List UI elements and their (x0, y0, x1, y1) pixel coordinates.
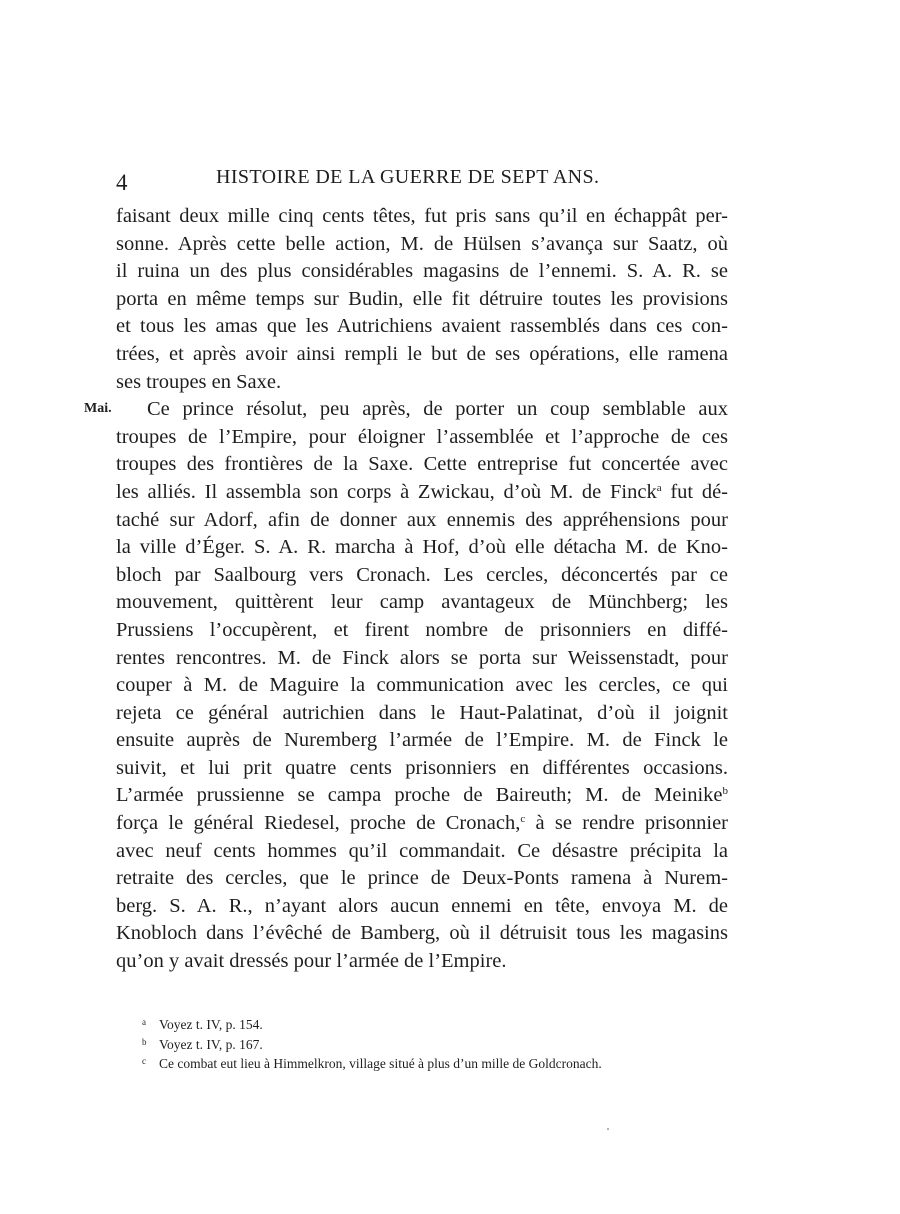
text-line: berg. S. A. R., n’ayant alors aucun ennemi en tête, envoya M. de (116, 894, 728, 917)
footnote-mark-b: b (722, 785, 728, 798)
text-line: Knobloch dans l’évêché de Bamberg, où il détruisit tous les magasins (116, 922, 728, 945)
text-segment: à se rendre prisonnier (535, 812, 729, 835)
text-line: taché sur Adorf, afin de donner aux ennemis des appréhensions pour (116, 508, 728, 531)
running-title: HISTOIRE DE LA GUERRE DE SEPT ANS. (216, 166, 600, 188)
body-text (116, 203, 728, 976)
footnote-a (142, 1013, 702, 1033)
footnote-b (142, 1033, 702, 1053)
margin-note-month: Mai. (84, 401, 112, 416)
text-segment: L’armée prussienne se campa proche de Baireuth; M. de Meinike (116, 784, 723, 807)
footnote-label: b (142, 1036, 147, 1047)
footnote-label: a (142, 1017, 146, 1027)
text-line: troupes de l’Empire, pour éloigner l’assemblée et l’approche de ces (116, 425, 728, 448)
text-line-with-footnote (116, 479, 728, 507)
text-line: sonne. Après cette belle action, M. de Hülsen s’avança sur Saatz, où (116, 232, 728, 255)
text-line: suivit, et lui prit quatre cents prisonniers en différentes occasions. (116, 756, 728, 779)
text-line: porta en même temps sur Budin, elle fit détruire toutes les provisions (116, 287, 728, 310)
text-line: ses troupes en Saxe. (116, 370, 282, 393)
text-line: et tous les amas que les Autrichiens avaient rassemblés dans ces con- (116, 315, 728, 338)
text-line: rentes rencontres. M. de Finck alors se porta sur Weissenstadt, pour (116, 646, 728, 669)
footnote-text: Ce combat eut lieu à Himmelkron, village situé à plus d’un mille de Goldcronach. (159, 1056, 602, 1071)
footnote-text: Voyez t. IV, p. 154. (159, 1017, 263, 1032)
text-segment: fut dé- (670, 480, 729, 503)
text-segment: força le général Riedesel, proche de Cronach, (116, 812, 521, 835)
footnote-label: c (142, 1056, 146, 1066)
footnotes (142, 1013, 702, 1072)
page-number: 4 (116, 170, 128, 195)
text-line: avec neuf cents hommes qu’il commandait. Ce désastre précipita la (116, 839, 728, 862)
text-line: faisant deux mille cinq cents têtes, fut pris sans qu’il en échappât per- (116, 205, 728, 227)
running-head (116, 166, 628, 196)
text-line: Ce prince résolut, peu après, de porter un coup semblable aux (147, 398, 728, 421)
footnote-mark-a: a (656, 481, 662, 494)
text-line: il ruina un des plus considérables magasins de l’ennemi. S. A. R. se (116, 260, 728, 283)
footnote-text: Voyez t. IV, p. 167. (159, 1036, 263, 1052)
footnote-c (142, 1052, 702, 1072)
text-line: rejeta ce général autrichien dans le Haut-Palatinat, d’où il joignit (116, 701, 728, 724)
text-line: couper à M. de Maguire la communication avec les cercles, ce qui (116, 674, 728, 697)
text-line: troupes des frontières de la Saxe. Cette entreprise fut concertée avec (116, 453, 728, 476)
text-line: retraite des cercles, que le prince de Deux-Ponts ramena à Nurem- (116, 867, 728, 890)
paper-speck (607, 1128, 609, 1130)
text-line: Prussiens l’occupèrent, et firent nombre de prisonniers en diffé- (116, 618, 728, 641)
text-line: trées, et après avoir ainsi rempli le but de ses opérations, elle ramena (116, 342, 728, 365)
text-segment: les alliés. Il assembla son corps à Zwickau, d’où M. de Finck (116, 480, 657, 503)
text-line: mouvement, quittèrent leur camp avantageux de Münchberg; les (116, 591, 728, 614)
text-line-with-footnote (116, 810, 728, 838)
text-line: bloch par Saalbourg vers Cronach. Les cercles, déconcertés par ce (116, 563, 728, 586)
text-line: la ville d’Éger. S. A. R. marcha à Hof, d’où elle détacha M. de Kno- (116, 536, 728, 559)
footnote-mark-c: c (520, 813, 526, 826)
text-line-with-footnote (116, 782, 728, 810)
text-line: ensuite auprès de Nuremberg l’armée de l’Empire. M. de Finck le (116, 729, 728, 752)
text-line: qu’on y avait dressés pour l’armée de l’Empire. (116, 950, 507, 973)
